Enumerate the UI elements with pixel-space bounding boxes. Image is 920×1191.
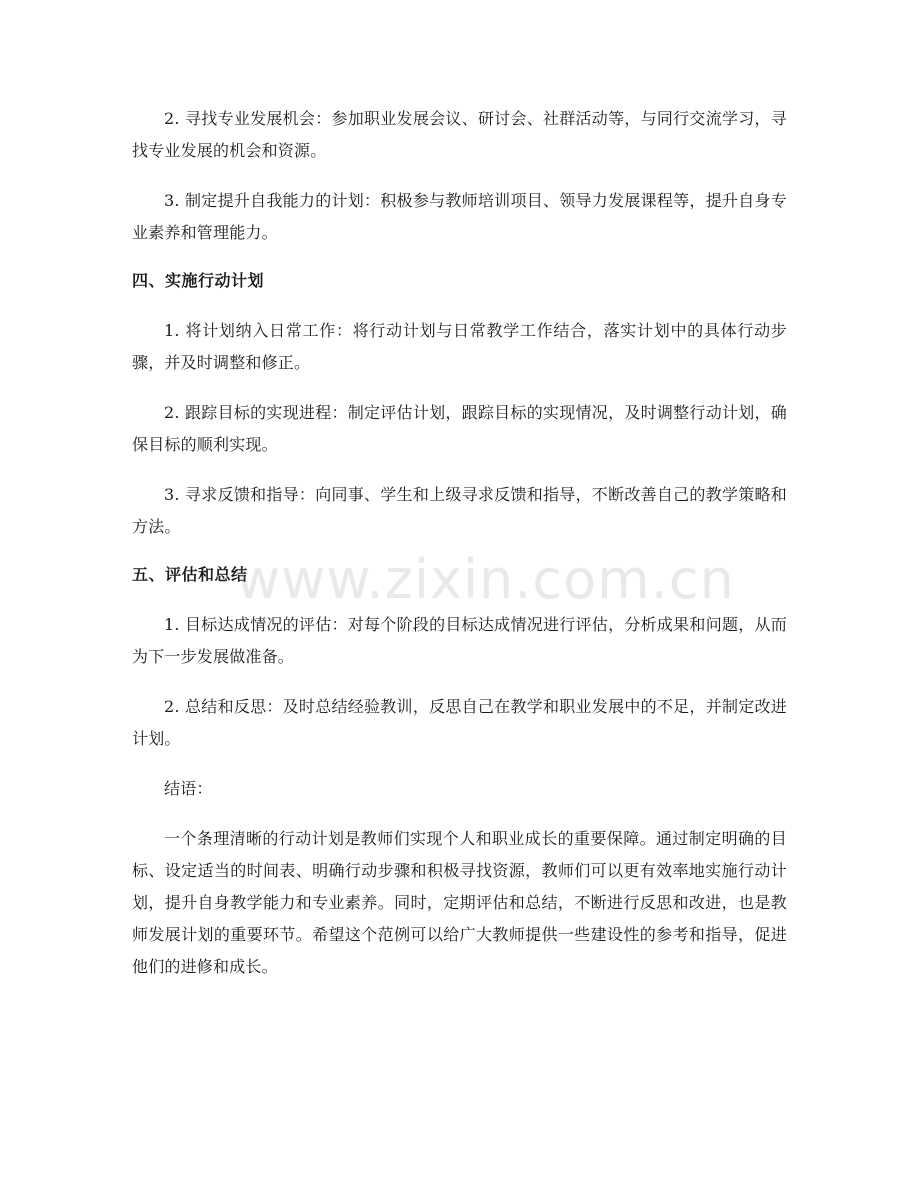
conclusion-text: 一个条理清晰的行动计划是教师们实现个人和职业成长的重要保障。通过制定明确的目标、设定适当的时间表、明确行动步骤和积极寻找资源，教师们可以更有效率地实施行动计划，提升自身教学能力和专业素养。同时，定期评估和总结，不断进行反思和改进，也是教师发展计划的重要环节。希望这个范例可以给广大教师提供一些建设性的参考和指导，促进他们的进修和成长。: [132, 829, 787, 976]
section-heading-4: 四、实施行动计划: [132, 271, 265, 290]
paragraph-section3-item3: 3. 制定提升自我能力的计划：积极参与教师培训项目、领导力发展课程等，提升自身专业素养和管理能力。: [132, 191, 787, 242]
paragraph-section4-item3: 3. 寻求反馈和指导：向同事、学生和上级寻求反馈和指导，不断改善自己的教学策略和方法。: [132, 485, 787, 536]
paragraph-section5-item1: 1. 目标达成情况的评估：对每个阶段的目标达成情况进行评估，分析成果和问题，从而为下一步发展做准备。: [132, 615, 787, 666]
conclusion-label: 结语：: [164, 779, 213, 798]
section-heading-5: 五、评估和总结: [132, 565, 248, 584]
paragraph-section3-item2: 2. 寻找专业发展机会：参加职业发展会议、研讨会、社群活动等，与同行交流学习，寻找专业发展的机会和资源。: [132, 109, 787, 160]
paragraph-section4-item2: 2. 跟踪目标的实现进程：制定评估计划，跟踪目标的实现情况，及时调整行动计划，确保目标的顺利实现。: [132, 403, 787, 454]
paragraph-section5-item2: 2. 总结和反思：及时总结经验教训，反思自己在教学和职业发展中的不足，并制定改进计划。: [132, 697, 787, 748]
watermark: www.zixin.com.cn: [236, 548, 735, 611]
document-body: [132, 103, 787, 1001]
paragraph-section4-item1: 1. 将计划纳入日常工作：将行动计划与日常教学工作结合，落实计划中的具体行动步骤，并及时调整和修正。: [132, 321, 787, 372]
